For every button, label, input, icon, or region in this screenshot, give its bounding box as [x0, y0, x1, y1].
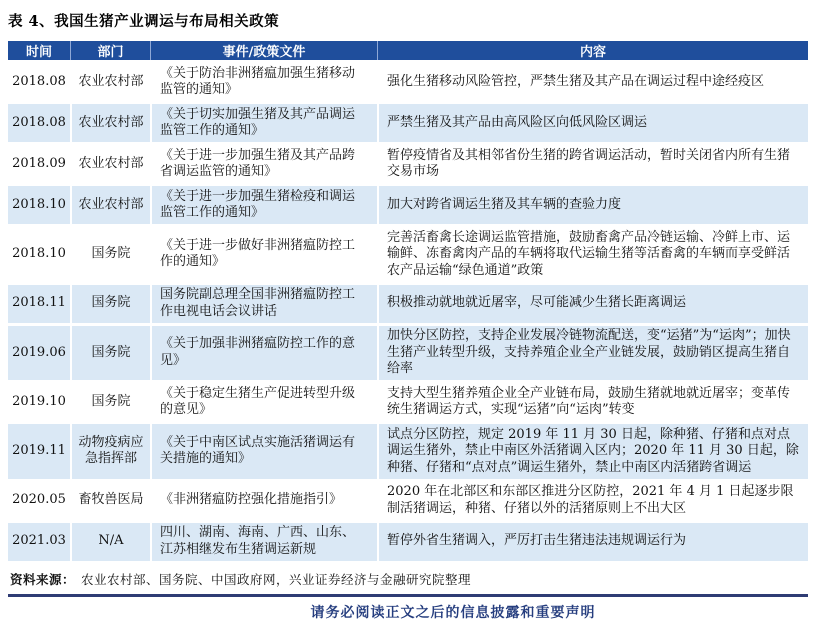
cell-content: 加快分区防控，支持企业发展冷链物流配送，变“运猪”为“运肉”；加快生猪产业转型升级，支持养殖企业全产业链发展，鼓励销区提高生猪自给率 [377, 326, 808, 381]
table-row [8, 424, 808, 479]
cell-event: 《关于防治非洲猪瘟加强生猪移动监管的通知》 [150, 63, 377, 101]
page-footer [8, 594, 808, 624]
table-row [8, 383, 808, 421]
cell-event: 《关于中南区试点实施活猪调运有关措施的通知》 [150, 424, 377, 479]
cell-dept: 农业农村部 [70, 63, 150, 101]
cell-dept: 国务院 [70, 285, 150, 323]
table-row [8, 523, 808, 561]
source-row [8, 565, 808, 594]
cell-dept: 国务院 [70, 326, 150, 381]
table-header-row [8, 41, 808, 60]
table-row [8, 186, 808, 224]
cell-time: 2018.08 [12, 114, 66, 130]
disclaimer-text: 请务必阅读正文之后的信息披露和重要声明 [310, 604, 596, 621]
cell-dept: 农业农村部 [70, 104, 150, 142]
cell-content: 暂停外省生猪调入，严厉打击生猪违法违规调运行为 [377, 523, 808, 561]
table-row [8, 285, 808, 323]
header-cell-dept: 部门 [70, 41, 150, 60]
cell-content: 试点分区防控，规定 2019 年 11 月 30 日起，除种猪、仔猪和点对点调运生猪外，禁止中南区外活猪调入区内；2020 年 11 月 30 日起，除种猪、仔猪和“点对点”调运生猪外，禁止中南区内活猪跨省调运 [377, 424, 808, 479]
table-body [8, 63, 808, 564]
cell-dept: 动物疫病应急指挥部 [70, 424, 150, 479]
cell-content: 暂停疫情省及其相邻省份生猪的跨省调运活动，暂时关闭省内所有生猪交易市场 [377, 145, 808, 183]
cell-event: 四川、湖南、海南、广西、山东、江苏相继发布生猪调运新规 [150, 523, 377, 561]
cell-dept: 国务院 [70, 227, 150, 282]
header-cell-time: 时间 [25, 45, 52, 60]
cell-time: 2018.10 [12, 196, 66, 212]
table-title: 表 4、我国生猪产业调运与布局相关政策 [8, 13, 280, 30]
cell-time: 2019.10 [12, 393, 66, 409]
cell-event: 《关于加强非洲猪瘟防控工作的意见》 [150, 326, 377, 381]
cell-event: 《关于进一步加强生猪检疫和调运监管工作的通知》 [150, 186, 377, 224]
source-label: 资料来源： [10, 571, 76, 587]
cell-event: 《非洲猪瘟防控强化措施指引》 [150, 482, 377, 520]
source-text: 农业农村部、国务院、中国政府网，兴业证券经济与金融研究院整理 [81, 571, 472, 587]
header-cell-event: 事件/政策文件 [150, 41, 377, 60]
cell-time: 2018.10 [12, 246, 66, 261]
table-row [8, 227, 808, 282]
table-row [8, 326, 808, 381]
cell-dept: 农业农村部 [70, 186, 150, 224]
cell-time: 2020.05 [12, 492, 66, 508]
cell-event: 《关于稳定生猪生产促进转型升级的意见》 [150, 383, 377, 421]
cell-content: 积极推动就地就近屠宰，尽可能减少生猪长距离调运 [377, 285, 808, 323]
cell-event: 《关于进一步加强生猪及其产品跨省调运监管的通知》 [150, 145, 377, 183]
cell-time: 2021.03 [12, 533, 66, 549]
cell-event: 《关于切实加强生猪及其产品调运监管工作的通知》 [150, 104, 377, 142]
cell-time: 2019.06 [12, 344, 66, 360]
cell-time: 2018.09 [12, 155, 66, 171]
cell-time: 2018.11 [12, 295, 66, 311]
cell-content: 支持大型生猪养殖企业全产业链布局，鼓励生猪就地就近屠宰；变革传统生猪调运方式，实现“运猪”向“运肉”转变 [377, 383, 808, 421]
cell-content: 完善活畜禽长途调运监管措施，鼓励畜禽产品冷链运输、冷鲜上市、运输鲜、冻畜禽肉产品的车辆将取代运输生猪等活畜禽的车辆而享受鲜活农产品运输“绿色通道”政策 [377, 227, 808, 282]
table-row [8, 482, 808, 520]
cell-content: 2020 年在北部区和东部区推进分区防控，2021 年 4 月 1 日起逐步限制活猪调运，种猪、仔猪以外的活猪原则上不出大区 [377, 482, 808, 520]
cell-dept: 国务院 [70, 383, 150, 421]
cell-dept: N/A [70, 523, 150, 561]
table-row [8, 63, 808, 101]
cell-content: 强化生猪移动风险管控，严禁生猪及其产品在调运过程中途经疫区 [377, 63, 808, 101]
cell-time: 2019.11 [12, 443, 66, 458]
table-row [8, 104, 808, 142]
cell-event: 《关于进一步做好非洲猪瘟防控工作的通知》 [150, 227, 377, 282]
header-cell-content: 内容 [377, 41, 808, 60]
cell-event: 国务院副总理全国非洲猪瘟防控工作电视电话会议讲话 [150, 285, 377, 323]
cell-dept: 农业农村部 [70, 145, 150, 183]
cell-content: 加大对跨省调运生猪及其车辆的查验力度 [377, 186, 808, 224]
cell-time: 2018.08 [12, 73, 66, 89]
cell-content: 严禁生猪及其产品由高风险区向低风险区调运 [377, 104, 808, 142]
cell-dept: 畜牧兽医局 [70, 482, 150, 520]
table-row [8, 145, 808, 183]
